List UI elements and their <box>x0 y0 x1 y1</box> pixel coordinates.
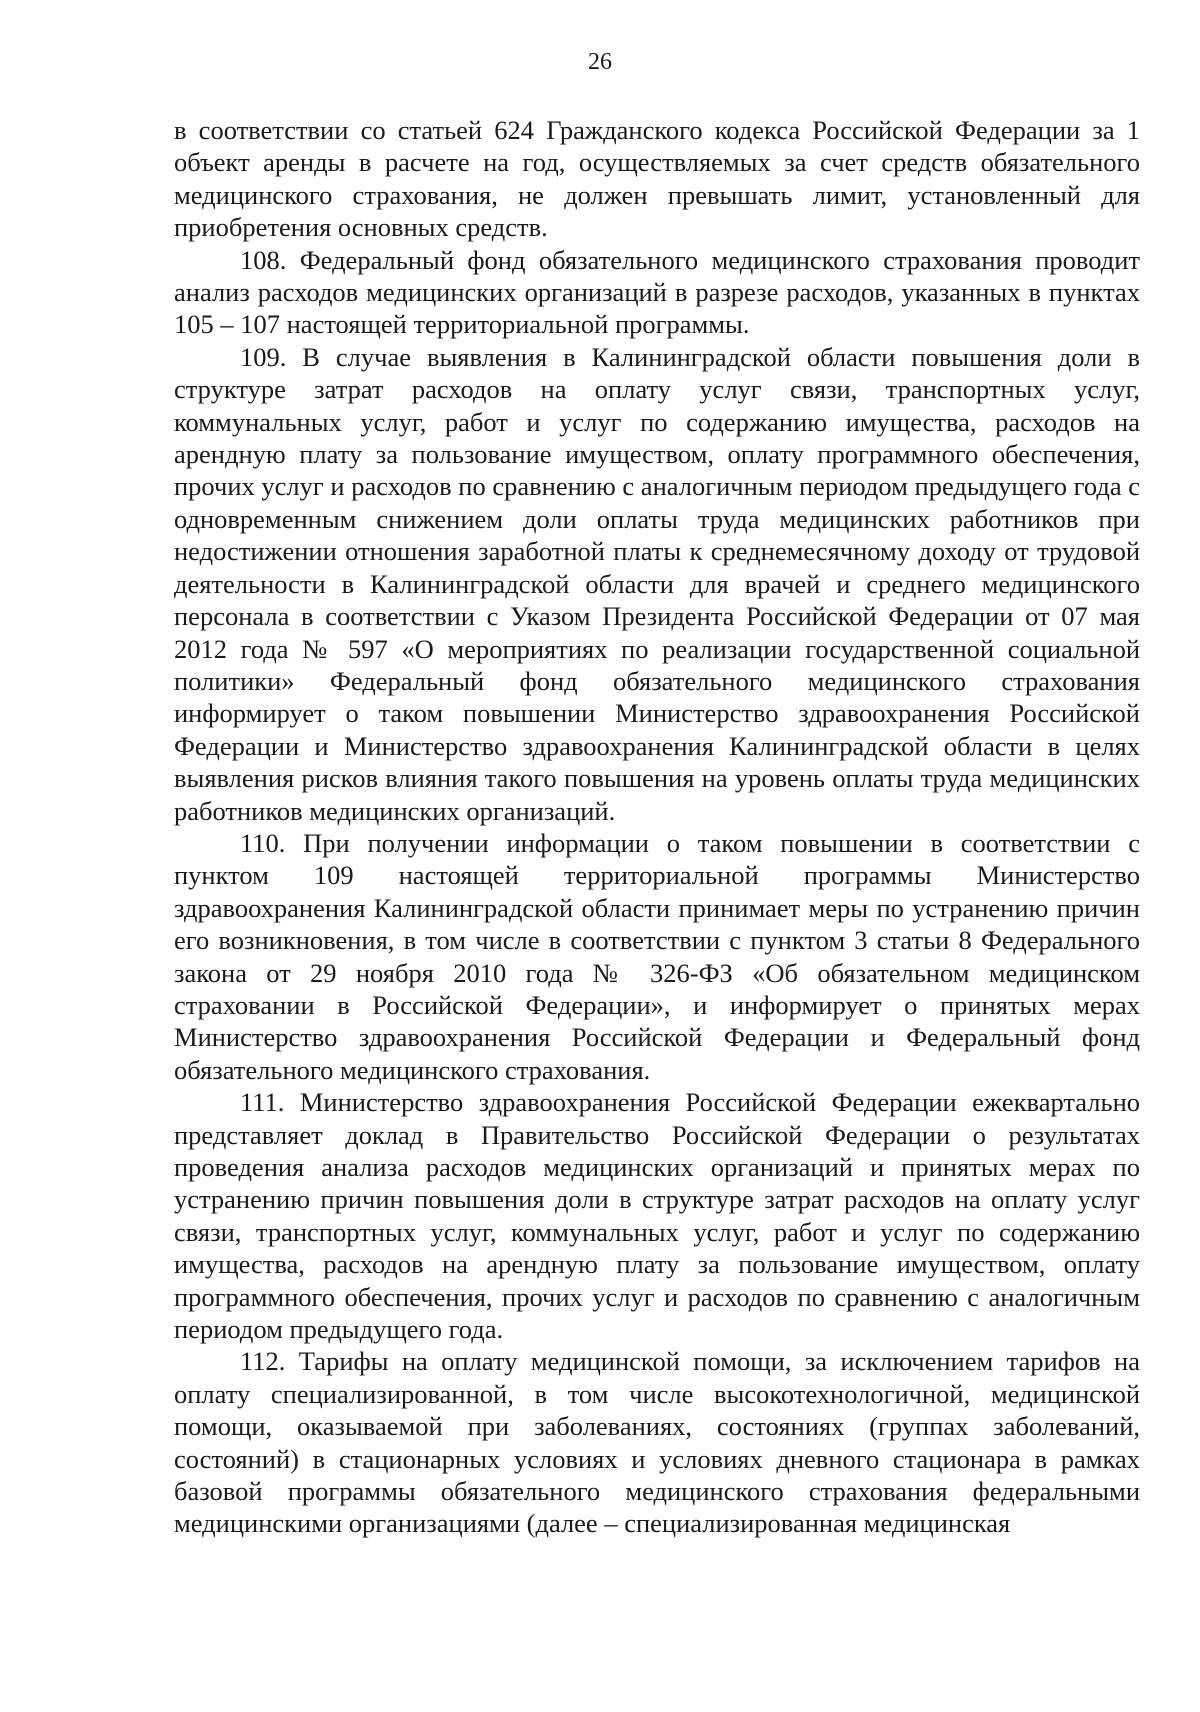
paragraph-108: 108. Федеральный фонд обязательного медицинского страхования проводит анализ расходов медицинских организаций в разрезе расходов, указанных в пунктах 105 – 107 настоящей территориальной программы. <box>174 244 1140 340</box>
document-body <box>174 114 1140 1540</box>
paragraph-110: 110. При получении информации о таком повышении в соответствии с пунктом 109 настоящей территориальной программы Министерство здравоохранения Калининградской области принимает меры по устранению причин его возникновения, в том числе в соответствии с пунктом 3 статьи 8 Федерального закона от 29 ноября 2010 года № 326-ФЗ «Об обязательном медицинском страховании в Российской Федерации», и информирует о принятых мерах Министерство здравоохранения Российской Федерации и Федеральный фонд обязательного медицинского страхования. <box>174 827 1140 1085</box>
page-number: 26 <box>588 49 612 75</box>
paragraph-continuation: в соответствии со статьей 624 Гражданского кодекса Российской Федерации за 1 объект аренды в расчете на год, осуществляемых за счет средств обязательного медицинского страхования, не должен превышать лимит, установленный для приобретения основных средств. <box>174 115 1140 243</box>
paragraph-112: 112. Тарифы на оплату медицинской помощи, за исключением тарифов на оплату специализированной, в том числе высокотехнологичной, медицинской помощи, оказываемой при заболеваниях, состояниях (группах заболеваний, состояний) в стационарных условиях и условиях дневного стационара в рамках базовой программы обязательного медицинского страхования федеральными медицинскими организациями (далее – специализированная медицинская <box>174 1346 1140 1539</box>
paragraph-109: 109. В случае выявления в Калининградской области повышения доли в структуре затрат расходов на оплату услуг связи, транспортных услуг, коммунальных услуг, работ и услуг по содержанию имущества, расходов на арендную плату за пользование имуществом, оплату программного обеспечения, прочих услуг и расходов по сравнению с аналогичным периодом предыдущего года с одновременным снижением доли оплаты труда медицинских работников при недостижении отношения заработной платы к среднемесячному доходу от трудовой деятельности в Калининградской области для врачей и среднего медицинского персонала в соответствии с Указом Президента Российской Федерации от 07 мая 2012 года № 597 «О мероприятиях по реализации государственной социальной политики» Федеральный фонд обязательного медицинского страхования информирует о таком повышении Министерство здравоохранения Российской Федерации и Министерство здравоохранения Калининградской области в целях выявления рисков влияния такого повышения на уровень оплаты труда медицинских работников медицинских организаций. <box>174 341 1140 826</box>
paragraph-111: 111. Министерство здравоохранения Российской Федерации ежеквартально представляет доклад в Правительство Российской Федерации о результатах проведения анализа расходов медицинских организаций и принятых мерах по устранению причин повышения доли в структуре затрат расходов на оплату услуг связи, транспортных услуг, коммунальных услуг, работ и услуг по содержанию имущества, расходов на арендную плату за пользование имуществом, оплату программного обеспечения, прочих услуг и расходов по сравнению с аналогичным периодом предыдущего года. <box>174 1087 1140 1345</box>
